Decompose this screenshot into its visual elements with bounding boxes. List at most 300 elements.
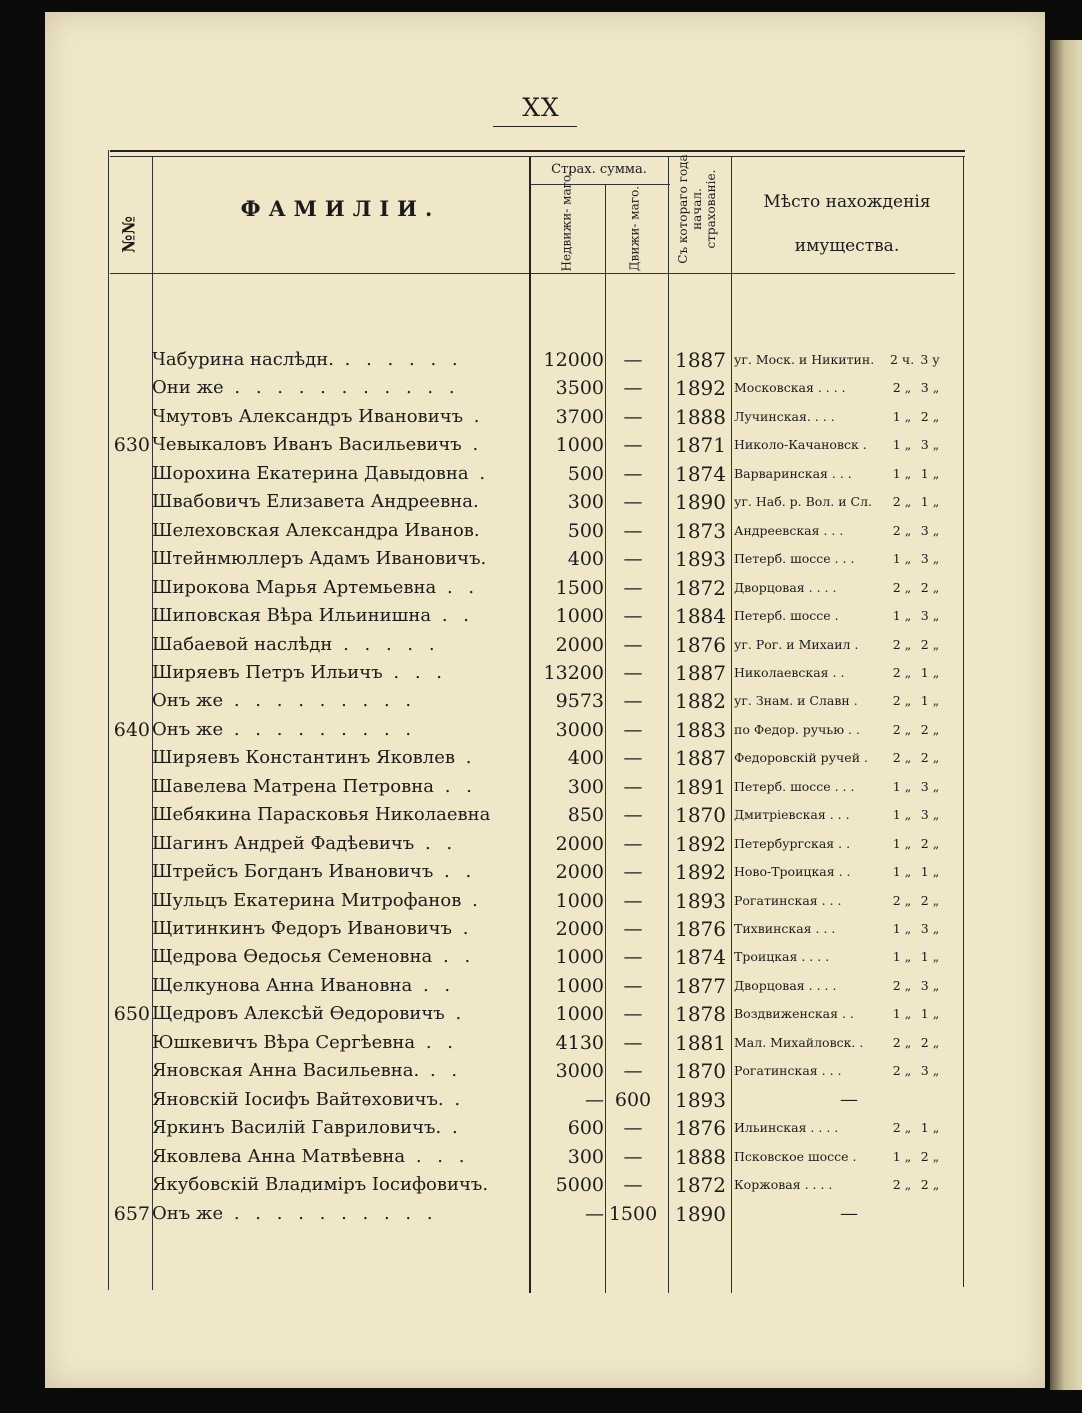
header-location — [732, 180, 962, 268]
surname-cell — [152, 403, 524, 431]
insurance-year: 1870 — [675, 803, 726, 828]
insurance-year: 1881 — [675, 1030, 726, 1055]
surname: Штрейсъ Богданъ Ивановичъ — [152, 861, 434, 883]
movable-sum: — — [623, 690, 643, 713]
row-number — [100, 602, 150, 630]
header-real-estate: Недвижи- маго. — [559, 171, 574, 272]
table-row — [0, 545, 1082, 573]
row-number — [100, 915, 150, 943]
row-number — [100, 744, 150, 772]
location-name: уг. Моск. и Никитин. — [734, 352, 875, 367]
location-cell — [734, 602, 964, 630]
leader-dots: . . — [419, 1060, 463, 1082]
leader-dots: . . . . . — [332, 633, 440, 655]
location-quarter: 1 „ — [920, 949, 940, 965]
row-number — [100, 858, 150, 886]
table-row — [0, 374, 1082, 402]
location-cell — [734, 801, 964, 829]
location-quarter: 3 „ — [920, 608, 940, 624]
table-row — [0, 716, 1082, 744]
row-number — [100, 574, 150, 602]
movable-sum: — — [623, 434, 643, 457]
surname: Чевыкаловъ Иванъ Васильевичъ — [152, 434, 462, 456]
location-part: 2 „ — [892, 636, 912, 652]
location-part: 2 „ — [892, 522, 912, 538]
movable-sum: — — [623, 1031, 643, 1054]
location-part: 2 „ — [892, 1177, 912, 1193]
row-number — [100, 403, 150, 431]
insurance-year: 1874 — [675, 945, 726, 970]
insurance-year: 1888 — [675, 1144, 726, 1169]
movable-sum: 600 — [614, 1088, 652, 1111]
table-row — [0, 830, 1082, 858]
movable-sum: — — [623, 974, 643, 997]
location-name: Николо-Качановск . — [734, 437, 867, 453]
insurance-year: 1887 — [675, 746, 726, 771]
insurance-year: 1876 — [675, 632, 726, 657]
row-number — [100, 830, 150, 858]
location-name: Федоровскій ручей . — [734, 750, 868, 766]
table-row — [0, 1057, 1082, 1085]
location-quarter: 2 „ — [920, 579, 940, 595]
location-name: Дмитріевская . . . — [734, 807, 850, 823]
insurance-year: 1884 — [675, 604, 726, 629]
surname: Якубовскій Владиміръ Іосифовичъ. — [152, 1174, 489, 1196]
movable-sum: — — [623, 1060, 643, 1083]
surname: Шабаевой наслѣдн — [152, 633, 333, 655]
real-estate-sum: 2000 — [555, 832, 604, 855]
surname-cell — [152, 374, 524, 402]
location-part: 2 „ — [892, 380, 912, 396]
movable-sum: — — [623, 576, 643, 599]
insurance-year: 1892 — [675, 860, 726, 885]
real-estate-sum: 3000 — [555, 1060, 604, 1083]
location-name: Троицкая . . . . — [734, 949, 830, 965]
row-number — [100, 1171, 150, 1199]
location-part: 2 ч. — [890, 352, 915, 367]
table-row — [0, 1171, 1082, 1199]
real-estate-sum: 300 — [567, 775, 604, 798]
row-number — [100, 545, 150, 573]
real-estate-sum: 1000 — [555, 434, 604, 457]
row-number — [100, 801, 150, 829]
location-name: Ильинская . . . . — [734, 1120, 839, 1136]
location-quarter: 3 у — [920, 352, 940, 367]
surname-cell — [152, 1029, 524, 1057]
real-estate-sum: 1000 — [555, 889, 604, 912]
surname-cell — [152, 716, 524, 744]
location-cell — [734, 659, 964, 687]
surname: Широкова Марья Артемьевна — [152, 576, 437, 598]
location-cell — [734, 1143, 964, 1171]
surname: Чмутовъ Александръ Ивановичъ — [152, 405, 464, 427]
location-part: 2 „ — [892, 1063, 912, 1079]
insurance-year: 1882 — [675, 689, 726, 714]
movable-sum: — — [623, 491, 643, 514]
location-name: Московская . . . . — [734, 380, 846, 396]
insurance-year: 1883 — [675, 717, 726, 742]
surname: Щедрова Ѳедосья Семеновна — [152, 946, 433, 968]
insurance-year: 1893 — [675, 1087, 726, 1112]
movable-sum: — — [623, 918, 643, 940]
movable-sum: — — [623, 1117, 643, 1140]
leader-dots: . — [461, 889, 483, 911]
real-estate-sum: 3700 — [555, 405, 604, 428]
movable-sum: — — [623, 1003, 643, 1026]
location-name: Николаевская . . — [734, 664, 845, 680]
row-number — [100, 943, 150, 971]
table-row — [0, 1086, 1082, 1114]
surname-cell — [152, 1057, 524, 1085]
header-number: №№ — [119, 216, 140, 253]
location-part: 2 „ — [892, 1120, 912, 1136]
movable-sum: — — [623, 377, 643, 400]
location-name: Мал. Михайловск. . — [734, 1034, 864, 1050]
header-location-line1: Мѣсто нахожденія — [763, 192, 931, 212]
surname: Шавелева Матрена Петровна — [152, 775, 435, 797]
location-part: 1 „ — [892, 921, 912, 936]
surname-cell — [152, 972, 524, 1000]
movable-sum: 1500 — [608, 1202, 658, 1225]
real-estate-sum: 1500 — [555, 576, 604, 599]
location-part: 1 „ — [892, 807, 912, 823]
location-name: Петербургская . . — [734, 835, 851, 851]
row-number: 640 — [113, 718, 150, 741]
location-part: 2 „ — [892, 494, 912, 510]
surname: Шорохина Екатерина Давыдовна — [152, 462, 469, 484]
movable-sum: — — [623, 519, 643, 542]
insurance-year: 1870 — [675, 1059, 726, 1084]
location-name: Воздвиженская . . — [734, 1006, 854, 1022]
surname-cell — [152, 517, 524, 545]
real-estate-sum: 400 — [567, 747, 604, 770]
movable-sum: — — [623, 861, 643, 884]
table-row — [0, 1000, 1082, 1028]
location-quarter: 2 „ — [920, 1177, 940, 1193]
leader-dots: . . . — [382, 661, 448, 683]
location-name: Ново-Троицкая . . — [734, 864, 851, 880]
location-quarter: 2 „ — [920, 636, 940, 652]
table-row — [0, 631, 1082, 659]
real-estate-sum: 500 — [567, 519, 604, 542]
surname-cell — [152, 574, 524, 602]
location-name: уг. Знам. и Славн . — [734, 693, 858, 709]
movable-sum: — — [623, 832, 643, 855]
surname: Швабовичъ Елизавета Андреевна. — [152, 491, 479, 513]
table-row — [0, 801, 1082, 829]
location-cell — [734, 915, 964, 943]
location-quarter: 3 „ — [920, 551, 940, 567]
real-estate-sum: 500 — [567, 462, 604, 485]
table-row — [0, 687, 1082, 715]
surname: Ширяевъ Константинъ Яковлев — [152, 747, 456, 769]
surname: Яновскій Іосифъ Вайтѳховичъ. — [152, 1088, 444, 1110]
location-part: 1 „ — [892, 608, 912, 624]
real-estate-sum: — — [585, 1202, 604, 1225]
row-number — [100, 659, 150, 687]
surname-cell — [152, 1200, 524, 1228]
location-part: 2 „ — [892, 664, 912, 680]
surname: Яркинъ Василій Гавриловичъ. — [152, 1117, 442, 1139]
insurance-year: 1872 — [675, 1173, 726, 1198]
movable-sum: — — [623, 405, 643, 428]
location-name: уг. Рог. и Михаил . — [734, 636, 859, 652]
surname: Щедровъ Алексѣй Ѳедоровичъ — [152, 1003, 445, 1025]
movable-sum: — — [623, 889, 643, 912]
location-part: 1 „ — [892, 408, 912, 424]
table-row — [0, 1200, 1082, 1228]
surname-cell — [152, 858, 524, 886]
location-cell — [734, 1114, 964, 1142]
insurance-year: 1877 — [675, 973, 726, 998]
location-cell — [734, 687, 964, 715]
location-cell — [734, 631, 964, 659]
location-cell — [734, 374, 964, 402]
movable-sum: — — [623, 804, 643, 827]
location-quarter: 3 „ — [920, 522, 940, 538]
location-quarter: 1 „ — [920, 1120, 940, 1136]
real-estate-sum: 5000 — [555, 1174, 604, 1197]
leader-dots: . — [452, 918, 474, 939]
insurance-year: 1887 — [675, 348, 726, 372]
leader-dots: . . . . . . . . . . . — [223, 377, 460, 399]
location-name: Андреевская . . . — [734, 522, 844, 538]
leader-dots: . . — [434, 775, 477, 797]
leader-dots: . . — [415, 1031, 459, 1053]
leader-dots: . . . . . . . . . — [223, 718, 417, 740]
surname: Яновская Анна Васильевна. — [152, 1060, 420, 1082]
real-estate-sum: 1000 — [555, 605, 604, 628]
leader-dots: . — [444, 1003, 467, 1025]
location-part: 1 „ — [892, 465, 912, 481]
surname-cell — [152, 545, 524, 573]
location-part: 1 „ — [892, 949, 912, 965]
location-name: Псковское шоссе . — [734, 1148, 857, 1164]
real-estate-sum: 1000 — [555, 946, 604, 969]
header-since-year: Съ котораго года начал. страхованіе. — [676, 154, 718, 264]
leader-dots: . . — [414, 832, 458, 854]
table-row — [0, 488, 1082, 516]
location-part: 2 „ — [892, 977, 912, 993]
surname: Штейнмюллеръ Адамъ Ивановичъ. — [152, 548, 487, 570]
surname: Шульцъ Екатерина Митрофанов — [152, 889, 462, 911]
row-number — [100, 1114, 150, 1142]
real-estate-sum: 2000 — [555, 918, 604, 940]
insurance-year: 1893 — [675, 888, 726, 913]
location-name: Петерб. шоссе . — [734, 608, 839, 624]
surname: Щелкунова Анна Ивановна — [152, 974, 413, 996]
table-row — [0, 1029, 1082, 1057]
real-estate-sum: 3500 — [555, 377, 604, 400]
table-row — [0, 431, 1082, 459]
location-part: 1 „ — [892, 551, 912, 567]
insurance-year: 1878 — [675, 1002, 726, 1027]
location-part: 2 „ — [892, 579, 912, 595]
location-name: уг. Наб. р. Вол. и Сл. — [734, 494, 873, 510]
location-cell — [734, 943, 964, 971]
movable-sum: — — [623, 661, 643, 684]
insurance-year: 1888 — [675, 404, 726, 429]
location-cell — [734, 574, 964, 602]
location-cell — [734, 716, 964, 744]
insurance-year: 1890 — [675, 1201, 726, 1226]
surname-cell — [152, 488, 524, 516]
location-name: по Федор. ручью . . — [734, 721, 860, 737]
table-row — [0, 346, 1082, 374]
location-quarter: 1 „ — [920, 494, 940, 510]
table-row — [0, 517, 1082, 545]
location-part: 2 „ — [892, 750, 912, 766]
location-name: Рогатинская . . . — [734, 1063, 842, 1079]
leader-dots: . . — [431, 605, 474, 627]
location-part: 2 „ — [892, 693, 912, 709]
location-name: Рогатинская . . . — [734, 892, 842, 908]
row-number: 650 — [113, 1003, 150, 1026]
table-row — [0, 972, 1082, 1000]
surname-cell — [152, 773, 524, 801]
insurance-year: 1871 — [675, 433, 726, 458]
movable-sum: — — [623, 548, 643, 571]
row-number — [100, 374, 150, 402]
leader-dots: . . — [432, 946, 476, 968]
leader-dots: . . . . . . — [333, 349, 463, 370]
surname: Шагинъ Андрей Фадѣевичъ — [152, 832, 415, 854]
table-row — [0, 574, 1082, 602]
location-name: Дворцовая . . . . — [734, 579, 837, 595]
location-cell — [734, 1057, 964, 1085]
surname: Онъ же — [152, 718, 224, 740]
surname: Яковлева Анна Матвѣевна — [152, 1145, 406, 1167]
real-estate-sum: 300 — [567, 491, 604, 514]
location-quarter: 2 „ — [920, 1148, 940, 1164]
leader-dots: . — [463, 405, 485, 427]
insurance-year: 1892 — [675, 376, 726, 401]
leader-dots: . . . . . . . . . . — [223, 1202, 438, 1224]
location-name: Дворцовая . . . . — [734, 977, 837, 993]
real-estate-sum: 4130 — [555, 1031, 604, 1054]
table-row — [0, 943, 1082, 971]
insurance-year: 1892 — [675, 831, 726, 856]
real-estate-sum: 3000 — [555, 718, 604, 741]
insurance-year: 1876 — [675, 1116, 726, 1141]
location-quarter: 2 „ — [920, 750, 940, 766]
location-cell — [734, 887, 964, 915]
surname-cell — [152, 1114, 524, 1142]
table-row — [0, 887, 1082, 915]
row-number — [100, 1057, 150, 1085]
surname: Шелеховская Александра Иванов. — [152, 519, 480, 541]
row-number — [100, 1143, 150, 1171]
header-movable: Движи- маго. — [627, 185, 642, 272]
table-row — [0, 602, 1082, 630]
surname: Онъ же — [152, 690, 224, 712]
surname: Чабурина наслѣдн. — [152, 349, 334, 370]
surname-cell — [152, 460, 524, 488]
location-part: 1 „ — [892, 1006, 912, 1022]
location-cell — [734, 1000, 964, 1028]
location-quarter: 2 „ — [920, 892, 940, 908]
leader-dots: . . . . . . . . . — [223, 690, 417, 712]
leader-dots: . — [443, 1088, 466, 1110]
surname-cell — [152, 1171, 524, 1199]
movable-sum: — — [623, 349, 643, 371]
movable-sum: — — [623, 718, 643, 741]
surname: Шебякина Парасковья Николаевна — [152, 804, 491, 826]
location-part: 2 „ — [892, 892, 912, 908]
location-cell: — — [840, 1202, 858, 1224]
row-number: 657 — [113, 1202, 150, 1225]
real-estate-sum: 12000 — [543, 349, 604, 371]
location-cell — [734, 346, 964, 374]
movable-sum: — — [623, 775, 643, 798]
table-row — [0, 460, 1082, 488]
surname-cell — [152, 887, 524, 915]
surname-cell — [152, 1143, 524, 1171]
location-cell — [734, 773, 964, 801]
page-number-rule — [493, 126, 577, 127]
location-cell — [734, 1029, 964, 1057]
location-cell — [734, 830, 964, 858]
leader-dots: . . — [436, 576, 480, 598]
row-number — [100, 631, 150, 659]
real-estate-sum: 600 — [567, 1117, 604, 1140]
real-estate-sum: 13200 — [543, 661, 604, 684]
row-number — [100, 460, 150, 488]
insurance-year: 1876 — [675, 917, 726, 941]
insurance-year: 1874 — [675, 461, 726, 486]
table-row — [0, 915, 1082, 943]
surname-cell — [152, 1000, 524, 1028]
header-surnames: ФАМИЛIИ. — [240, 196, 441, 221]
leader-dots: . — [468, 462, 491, 484]
surname-cell — [152, 1086, 524, 1114]
header-insured-sum: Страх. сумма. — [551, 162, 647, 177]
row-number — [100, 517, 150, 545]
movable-sum: — — [623, 605, 643, 628]
insurance-year: 1893 — [675, 547, 726, 572]
surname-cell — [152, 346, 524, 374]
location-quarter: 3 „ — [920, 437, 940, 453]
surname: Щитинкинъ Федоръ Ивановичъ — [152, 918, 452, 939]
table-row — [0, 659, 1082, 687]
table-row — [0, 744, 1082, 772]
location-quarter: 3 „ — [920, 807, 940, 823]
location-name: Коржовая . . . . — [734, 1177, 833, 1193]
location-quarter: 3 „ — [920, 778, 940, 794]
location-quarter: 3 „ — [920, 1063, 940, 1079]
location-part: 1 „ — [892, 864, 912, 880]
movable-sum: — — [623, 633, 643, 656]
movable-sum: — — [623, 747, 643, 770]
insurance-year: 1890 — [675, 490, 726, 515]
real-estate-sum: 2000 — [555, 633, 604, 656]
movable-sum: — — [623, 1145, 643, 1168]
row-number — [100, 1086, 150, 1114]
surname-cell — [152, 631, 524, 659]
real-estate-sum: 850 — [567, 804, 604, 827]
location-quarter: 1 „ — [920, 864, 940, 880]
insurance-year: 1873 — [675, 518, 726, 543]
surname-cell — [152, 602, 524, 630]
location-quarter: 2 „ — [920, 721, 940, 737]
location-part: 1 „ — [892, 778, 912, 794]
real-estate-sum: 400 — [567, 548, 604, 571]
surname: Юшкевичъ Вѣра Сергѣевна — [152, 1031, 416, 1053]
surname: Онъ же — [152, 1202, 224, 1224]
row-number — [100, 687, 150, 715]
row-number: 630 — [113, 434, 150, 457]
table-row — [0, 403, 1082, 431]
